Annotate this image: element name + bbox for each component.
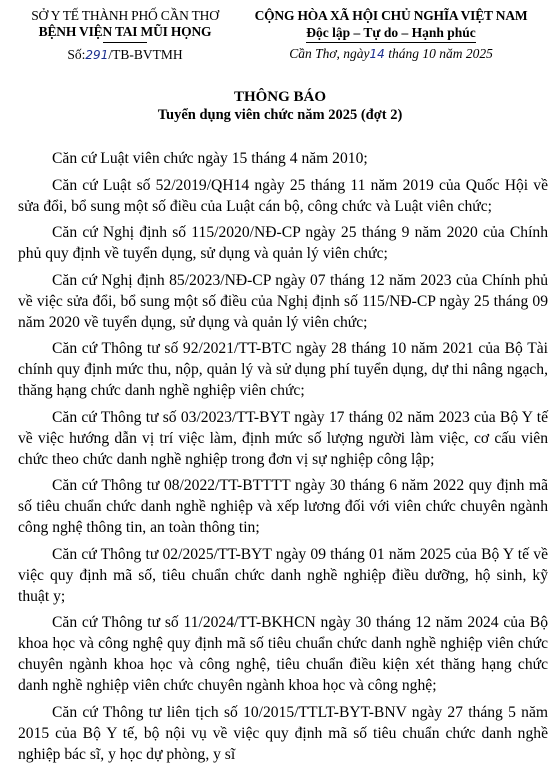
document-number-handwritten: 291 — [85, 48, 109, 62]
document-number — [20, 47, 230, 63]
national-heading-block — [232, 8, 550, 62]
republic-name: CỘNG HÒA XÃ HỘI CHỦ NGHĨA VIỆT NAM — [254, 8, 528, 23]
document-number-prefix: Số: — [67, 47, 86, 62]
issuing-agency-block — [20, 8, 230, 63]
department-name: SỞ Y TẾ THÀNH PHỐ CẦN THƠ — [31, 8, 219, 23]
date-suffix: tháng 10 năm 2025 — [388, 46, 493, 61]
legal-basis-paragraph: Căn cứ Thông tư 02/2025/TT-BYT ngày 09 tháng 01 năm 2025 của Bộ Y tế về việc quy định mã số, tiêu chuẩn chức danh nghề nghiệp điều dưỡng, hộ sinh, kỹ thuật y; — [18, 545, 548, 605]
legal-bases — [18, 148, 548, 770]
legal-basis-paragraph: Căn cứ Thông tư liên tịch số 10/2015/TTLT-BYT-BNV ngày 27 tháng 5 năm 2015 của Bộ Y tế, bộ nội vụ về việc quy định mã số tiêu chuẩn chức danh nghề nghiệp bác sĩ, y học dự phòng, y sĩ — [18, 703, 548, 763]
legal-basis-paragraph: Căn cứ Thông tư số 92/2021/TT-BTC ngày 28 tháng 10 năm 2021 của Bộ Tài chính quy định mức thu, nộp, quản lý và sử dụng phí tuyển dụng, dự thi nâng ngạch, thăng hạng chức danh nghề nghiệp viên chức; — [18, 340, 548, 399]
date-day-handwritten: 14 — [369, 47, 385, 61]
hospital-name: BỆNH VIỆN TAI MŨI HỌNG — [38, 24, 212, 39]
legal-basis-paragraph: Căn cứ Thông tư 08/2022/TT-BTTTT ngày 30 tháng 6 năm 2022 quy định mã số tiêu chuẩn chức danh nghề nghiệp và xếp lương đối với viên chức chuyên ngành công nghệ thông tin, an toàn thông tin; — [18, 477, 548, 536]
legal-basis-paragraph: Căn cứ Luật số 52/2019/QH14 ngày 25 tháng 11 năm 2019 của Quốc Hội về sửa đổi, bổ sung một số điều của Luật cán bộ, công chức và Luật viên chức; — [18, 176, 548, 215]
place-and-date — [232, 46, 550, 62]
document-number-suffix: /TB-BVTMH — [108, 47, 183, 62]
legal-basis-paragraph: Căn cứ Nghị định 85/2023/NĐ-CP ngày 07 tháng 12 năm 2023 của Chính phủ về việc sửa đổi, bổ sung một số điều của Nghị định số 115/NĐ-CP ngày 25 tháng 09 năm 2020 về tuyển dụng, sử dụng và quản lý viên chức; — [18, 271, 548, 331]
agency-underline — [103, 42, 147, 43]
document-subtitle: Tuyển dụng viên chức năm 2025 (đợt 2) — [157, 107, 403, 123]
legal-basis-paragraph: Căn cứ Thông tư số 03/2023/TT-BYT ngày 17 tháng 02 năm 2023 của Bộ Y tế về việc hướng dẫn vị trí việc làm, định mức số lượng người làm việc, cơ cấu viên chức theo chức danh nghề nghiệp trong đơn vị sự nghiệp công lập; — [18, 408, 548, 468]
national-motto: Độc lập – Tự do – Hạnh phúc — [306, 25, 476, 43]
document-title-block — [0, 88, 560, 124]
date-prefix: Cần Thơ, ngày — [289, 46, 370, 61]
legal-basis-paragraph: Căn cứ Nghị định số 115/2020/NĐ-CP ngày 25 tháng 9 năm 2020 của Chính phủ quy định về tuyển dụng, sử dụng và quản lý viên chức; — [18, 224, 548, 262]
legal-basis-paragraph: Căn cứ Luật viên chức ngày 15 tháng 4 năm 2010; — [52, 150, 368, 167]
document-title: THÔNG BÁO — [233, 89, 327, 105]
legal-basis-paragraph: Căn cứ Thông tư số 11/2024/TT-BKHCN ngày 30 tháng 12 năm 2024 của Bộ khoa học và công nghệ quy định mã số tiêu chuẩn chức danh nghề nghiệp viên chức chuyên ngành khoa học và công nghệ, tiêu chuẩn điều kiện xét thăng hạng chức danh nghề nghiệp viên chức chuyên ngành khoa học và công nghệ; — [18, 614, 548, 694]
